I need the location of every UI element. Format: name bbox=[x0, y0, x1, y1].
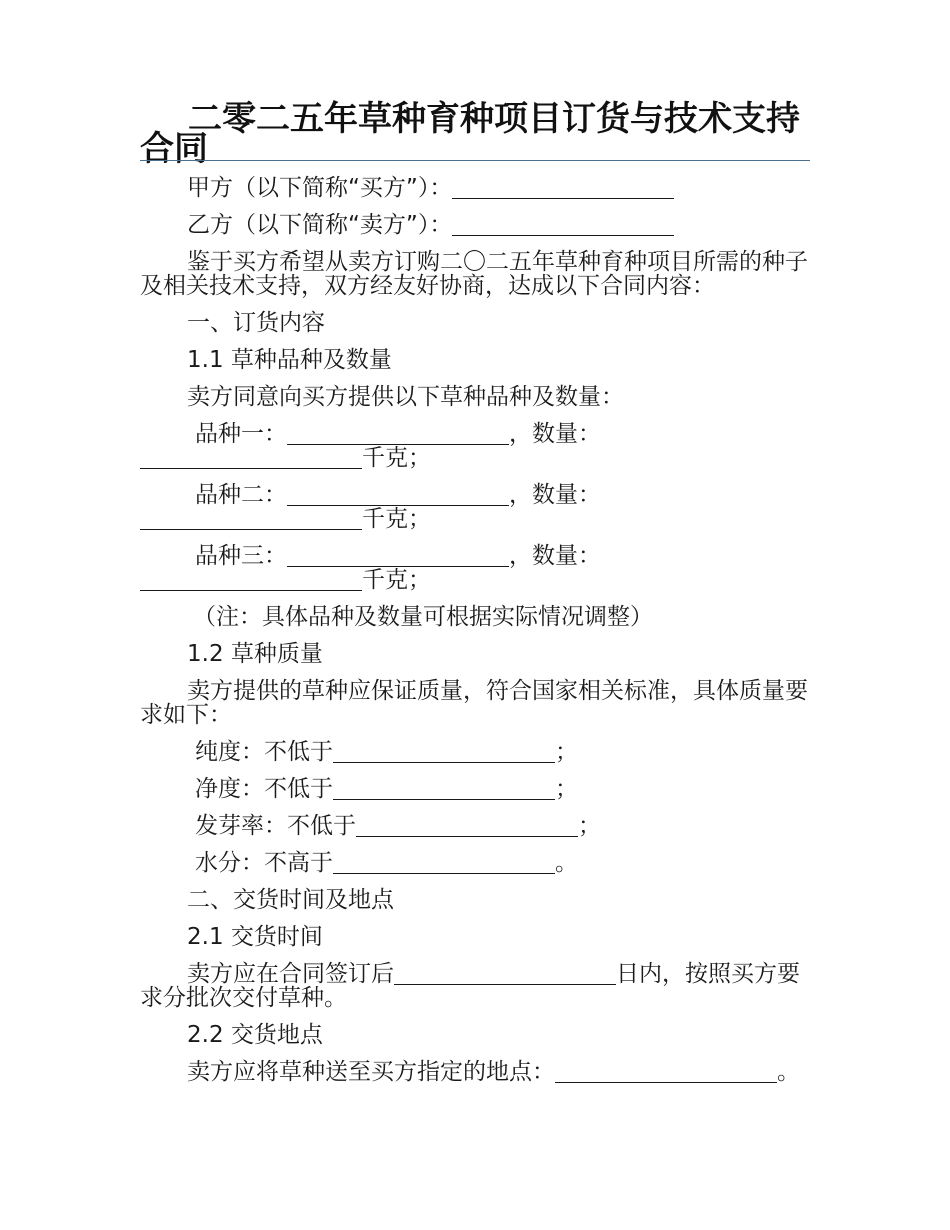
quality-label: 纯度：不低于 bbox=[195, 739, 333, 765]
section1-heading: 一、订货内容 bbox=[187, 310, 325, 336]
quality-blank[interactable] bbox=[333, 777, 555, 800]
quantity-blank[interactable] bbox=[140, 446, 362, 469]
delivery-place-blank[interactable] bbox=[555, 1060, 777, 1083]
unit-label: 千克； bbox=[362, 506, 431, 532]
quality-end: ； bbox=[578, 813, 601, 839]
seller-blank[interactable] bbox=[452, 213, 674, 236]
variety-label: 品种二： bbox=[195, 482, 287, 508]
quality-cleanliness bbox=[140, 777, 810, 801]
quantity-blank[interactable] bbox=[140, 507, 362, 530]
document-title: 二零二五年草种育种项目订货与技术支持合同 bbox=[140, 99, 800, 169]
section2-heading: 二、交货时间及地点 bbox=[187, 887, 394, 913]
buyer-blank[interactable] bbox=[452, 176, 674, 199]
section1-1-heading: 1.1 草种品种及数量 bbox=[187, 347, 392, 373]
quality-blank[interactable] bbox=[356, 814, 578, 837]
title-underline bbox=[140, 160, 810, 161]
variety-name-blank[interactable] bbox=[287, 483, 509, 506]
delivery-place-text bbox=[140, 1060, 810, 1084]
quantity-label: ，数量： bbox=[509, 543, 601, 569]
section2-1-heading: 2.1 交货时间 bbox=[187, 924, 323, 950]
quality-label: 水分：不高于 bbox=[195, 850, 333, 876]
section1-2-intro: 卖方提供的草种应保证质量，符合国家相关标准，具体质量要求如下： bbox=[140, 678, 808, 728]
variety-note bbox=[140, 605, 810, 629]
unit-label: 千克； bbox=[362, 567, 431, 593]
note-text: （注：具体品种及数量可根据实际情况调整） bbox=[193, 604, 653, 630]
delivery-place-label: 卖方应将草种送至买方指定的地点： bbox=[187, 1059, 555, 1085]
delivery-days-blank[interactable] bbox=[394, 962, 616, 985]
section1-2-heading: 1.2 草种质量 bbox=[187, 641, 323, 667]
delivery-time-text bbox=[140, 962, 810, 1010]
buyer-line bbox=[140, 176, 810, 200]
quality-blank[interactable] bbox=[333, 851, 555, 874]
section1-1-intro: 卖方同意向买方提供以下草种品种及数量： bbox=[187, 384, 624, 410]
quality-purity bbox=[140, 740, 810, 764]
variety-line-1 bbox=[140, 422, 810, 470]
quantity-label: ，数量： bbox=[509, 421, 601, 447]
seller-label: 乙方（以下简称“卖方”）： bbox=[187, 212, 453, 238]
section2-2-heading: 2.2 交货地点 bbox=[187, 1022, 323, 1048]
variety-line-3 bbox=[140, 544, 810, 592]
variety-name-blank[interactable] bbox=[287, 544, 509, 567]
variety-name-blank[interactable] bbox=[287, 422, 509, 445]
quality-end: ； bbox=[555, 776, 578, 802]
delivery-time-b: 日内，按照买方要求分批次交付草种。 bbox=[140, 961, 800, 1011]
variety-label: 品种三： bbox=[195, 543, 287, 569]
quality-end: ； bbox=[555, 739, 578, 765]
quality-label: 净度：不低于 bbox=[195, 776, 333, 802]
quality-moisture bbox=[140, 851, 810, 875]
quality-label: 发芽率：不低于 bbox=[195, 813, 356, 839]
document-body bbox=[140, 176, 810, 1084]
quantity-blank[interactable] bbox=[140, 568, 362, 591]
unit-label: 千克； bbox=[362, 445, 431, 471]
buyer-label: 甲方（以下简称“买方”）： bbox=[187, 175, 453, 201]
delivery-time-a: 卖方应在合同签订后 bbox=[187, 961, 394, 987]
quality-blank[interactable] bbox=[333, 740, 555, 763]
seller-line bbox=[140, 213, 810, 237]
quality-end: 。 bbox=[555, 850, 578, 876]
quality-germination bbox=[140, 814, 810, 838]
variety-line-2 bbox=[140, 483, 810, 531]
quantity-label: ，数量： bbox=[509, 482, 601, 508]
variety-label: 品种一： bbox=[195, 421, 287, 447]
delivery-place-end: 。 bbox=[777, 1059, 800, 1085]
preamble: 鉴于买方希望从卖方订购二〇二五年草种育种项目所需的种子及相关技术支持，双方经友好协商，达成以下合同内容： bbox=[140, 249, 808, 299]
